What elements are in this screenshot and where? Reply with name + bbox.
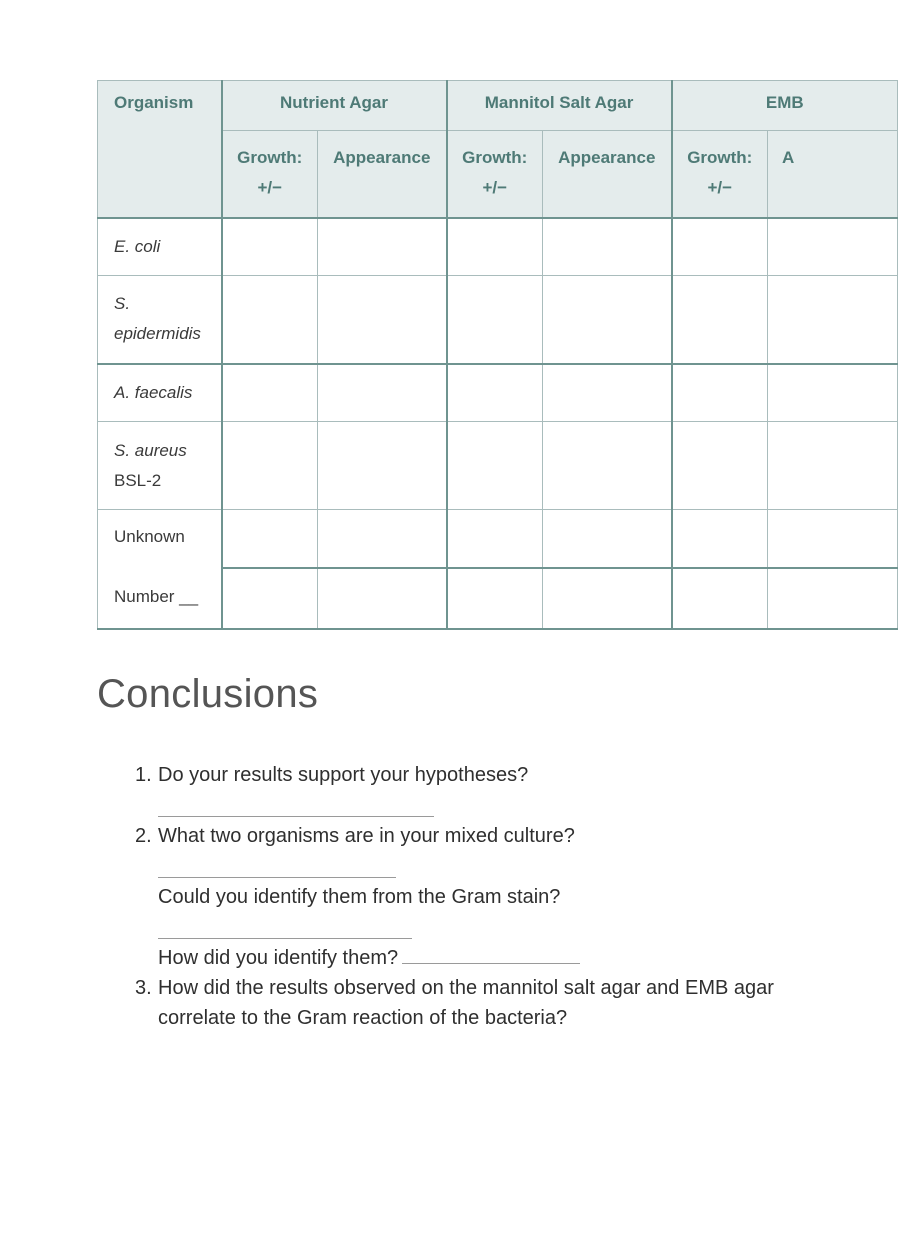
input-cell[interactable]	[447, 364, 543, 422]
results-table-container	[97, 80, 804, 630]
answer-blank[interactable]	[158, 912, 412, 939]
input-cell[interactable]	[672, 364, 768, 422]
input-cell[interactable]	[222, 364, 318, 422]
input-cell[interactable]	[768, 568, 898, 629]
input-cell[interactable]	[768, 276, 898, 364]
input-cell[interactable]	[222, 422, 318, 510]
mannitol-appearance-header: Appearance	[543, 131, 672, 218]
organism-ecoli: E. coli	[98, 218, 222, 276]
input-cell[interactable]	[222, 276, 318, 364]
input-cell[interactable]	[672, 568, 768, 629]
header-row-media	[98, 81, 898, 131]
nutrient-growth-header: Growth: +/−	[222, 131, 318, 218]
input-cell[interactable]	[543, 568, 672, 629]
table-row	[98, 276, 898, 364]
answer-blank[interactable]	[158, 790, 434, 817]
input-cell[interactable]	[447, 568, 543, 629]
input-cell[interactable]	[543, 364, 672, 422]
mannitol-growth-header: Growth: +/−	[447, 131, 543, 218]
emb-header: EMB	[672, 81, 898, 131]
input-cell[interactable]	[318, 510, 447, 568]
question-text: What two organisms are in your mixed culture?	[158, 825, 575, 847]
input-cell[interactable]	[222, 218, 318, 276]
table-row	[98, 510, 898, 568]
organism-unknown: Unknown Number __	[98, 510, 222, 629]
emb-growth-header: Growth: +/−	[672, 131, 768, 218]
input-cell[interactable]	[318, 422, 447, 510]
question-number: 1.	[135, 764, 152, 786]
input-cell[interactable]	[318, 276, 447, 364]
input-cell[interactable]	[447, 422, 543, 510]
question-text: How did you identify them?	[158, 947, 399, 969]
input-cell[interactable]	[543, 510, 672, 568]
input-cell[interactable]	[768, 218, 898, 276]
results-table	[97, 80, 898, 630]
nutrient-agar-header: Nutrient Agar	[222, 81, 447, 131]
question-1	[135, 760, 775, 817]
nutrient-appearance-header: Appearance	[318, 131, 447, 218]
input-cell[interactable]	[318, 364, 447, 422]
input-cell[interactable]	[672, 422, 768, 510]
input-cell[interactable]	[672, 510, 768, 568]
table-row	[98, 364, 898, 422]
table-row	[98, 218, 898, 276]
question-3	[135, 973, 775, 1033]
input-cell[interactable]	[222, 510, 318, 568]
input-cell[interactable]	[543, 218, 672, 276]
organism-header: Organism	[98, 81, 222, 218]
input-cell[interactable]	[543, 276, 672, 364]
conclusions-heading: Conclusions	[97, 672, 319, 716]
question-text: Do your results support your hypotheses?	[158, 764, 529, 786]
question-number: 2.	[135, 825, 152, 847]
organism-a-faecalis: A. faecalis	[98, 364, 222, 422]
input-cell[interactable]	[768, 422, 898, 510]
input-cell[interactable]	[222, 568, 318, 629]
question-text: How did the results observed on the mannitol salt agar and EMB agar correlate to the Gram reaction of the bacteria?	[158, 977, 774, 1029]
input-cell[interactable]	[447, 510, 543, 568]
answer-blank[interactable]	[158, 851, 396, 878]
input-cell[interactable]	[447, 276, 543, 364]
organism-s-aureus: S. aureus BSL-2	[98, 422, 222, 510]
question-text: Could you identify them from the Gram stain?	[158, 886, 561, 908]
input-cell[interactable]	[318, 218, 447, 276]
table-row	[98, 422, 898, 510]
mannitol-salt-agar-header: Mannitol Salt Agar	[447, 81, 672, 131]
input-cell[interactable]	[672, 276, 768, 364]
question-2	[135, 821, 775, 973]
conclusions-list	[135, 760, 775, 1033]
input-cell[interactable]	[768, 510, 898, 568]
input-cell[interactable]	[447, 218, 543, 276]
input-cell[interactable]	[672, 218, 768, 276]
input-cell[interactable]	[768, 364, 898, 422]
answer-blank[interactable]	[402, 943, 580, 964]
emb-appearance-header: A	[768, 131, 898, 218]
organism-s-epidermidis: S. epidermidis	[98, 276, 222, 364]
input-cell[interactable]	[543, 422, 672, 510]
question-number: 3.	[135, 977, 152, 999]
input-cell[interactable]	[318, 568, 447, 629]
